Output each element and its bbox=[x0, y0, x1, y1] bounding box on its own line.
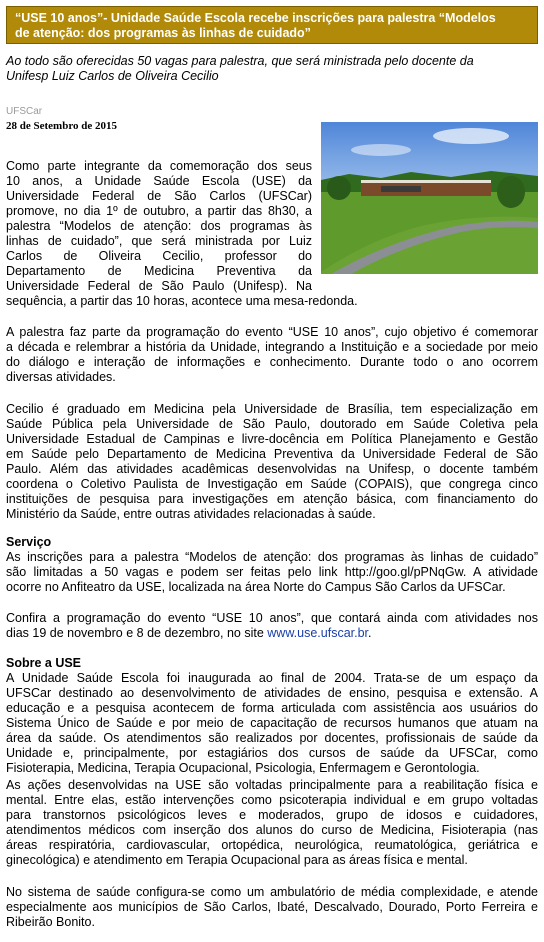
paragraph-confira bbox=[6, 611, 538, 641]
text-line: Departamento de Medicina Preventiva da bbox=[6, 264, 312, 278]
text-line: coordena o Coletivo Paulista de Investigação em Saúde (COPAIS), que congrega cinco bbox=[6, 477, 538, 491]
text-fragment: dias 19 de novembro e 8 de dezembro, no site bbox=[6, 626, 268, 640]
text-line: a década e relembrar a história da Unidade, integrando a Instituição e a sociedade por meio bbox=[6, 340, 538, 354]
paragraph-cecilio bbox=[6, 402, 538, 522]
paragraph-acoes bbox=[6, 778, 538, 868]
text-line: Cecilio é graduado em Medicina pela Universidade de Brasília, tem especialização em bbox=[6, 402, 538, 416]
section-heading-sobre: Sobre a USE bbox=[6, 656, 82, 670]
headline-line-1: “USE 10 anos”- Unidade Saúde Escola recebe inscrições para palestra “Modelos bbox=[15, 11, 496, 25]
text-line: Sistema Único de Saúde e por meio de capacitação de recursos humanos que atuam na bbox=[6, 716, 538, 730]
text-line: Carlos de Oliveira Cecilio, professor do bbox=[6, 249, 312, 263]
headline-banner bbox=[6, 6, 538, 44]
text-line: diversas atividades. bbox=[6, 370, 116, 384]
text-line: especialmente aos municípios de São Carlos, Ibaté, Descalvado, Dourado, Porto Ferreira e bbox=[6, 900, 538, 914]
campus-photo bbox=[321, 122, 538, 274]
article-subtitle bbox=[6, 54, 538, 84]
use-website-link[interactable]: www.use.ufscar.br bbox=[267, 626, 369, 640]
text-line: UFSCar destinado ao desenvolvimento de atividades de ensino, pesquisa e extensão. A bbox=[6, 686, 538, 700]
text-line: promove, no dia 1º de outubro, a partir das 8h30, a bbox=[6, 204, 312, 218]
text-line: mental. Entre elas, estão intervenções como psicoterapia individual e em grupo voltadas bbox=[6, 793, 538, 807]
text-line: Fisioterapia, Medicina, Terapia Ocupacional, Psicologia, Enfermagem e Gerontologia. bbox=[6, 761, 480, 775]
subtitle-line-2: Unifesp Luiz Carlos de Oliveira Cecilio bbox=[6, 69, 219, 83]
text-line: Ribeirão Bonito. bbox=[6, 915, 95, 929]
text-line: palestra “Modelos de atenção: dos programas às bbox=[6, 219, 312, 233]
text-line: linhas de cuidado”, que será ministrada por Luiz bbox=[6, 234, 312, 248]
paragraph-programacao bbox=[6, 325, 538, 385]
text-line: A palestra faz parte da programação do evento “USE 10 anos”, cujo objetivo é comemorar bbox=[6, 325, 538, 339]
text-line: As inscrições para a palestra “Modelos de atenção: dos programas às linhas de cuidado” bbox=[6, 550, 538, 564]
text-line: ocorre no Anfiteatro da USE, localizada na área Norte do Campus São Carlos da UFSCar. bbox=[6, 580, 506, 594]
paragraph-sistema bbox=[6, 885, 538, 930]
text-line: áreas respiratória, cardiovascular, ortopédica, neurológica, reumatológica, geriátrica e bbox=[6, 838, 538, 852]
paragraph-intro bbox=[6, 159, 312, 294]
text-line: do diálogo e interação de informações e conhecimento. Durante todo o ano ocorrem bbox=[6, 355, 538, 369]
text-line bbox=[6, 626, 538, 641]
text-line: em Saúde pelo Departamento de Medicina Preventiva da Universidade Federal de São bbox=[6, 447, 538, 461]
text-line: A Unidade Saúde Escola foi inaugurada ao final de 2004. Trata-se de um espaço da bbox=[6, 671, 538, 685]
article-date: 28 de Setembro de 2015 bbox=[6, 120, 118, 132]
text-line: atendimentos médicos com inserção dos alunos do curso de Medicina, Fisioterapia (nas bbox=[6, 823, 538, 837]
headline-line-2: de atenção: dos programas às linhas de cuidado” bbox=[15, 26, 311, 40]
text-line: ginecológica) e atendimento em Terapia Ocupacional para as áreas física e mental. bbox=[6, 853, 468, 867]
text-line: Confira a programação do evento “USE 10 anos”, que contará ainda com atividades nos bbox=[6, 611, 538, 625]
text-line: Paulo. Além das atividades acadêmicas desenvolvidas na Unifesp, o docente também bbox=[6, 462, 538, 476]
text-line: Como parte integrante da comemoração dos seus bbox=[6, 159, 312, 173]
subtitle-line-1: Ao todo são oferecidas 50 vagas para palestra, que será ministrada pelo docente da bbox=[6, 54, 474, 68]
paragraph-intro-tail bbox=[6, 294, 538, 309]
text-line: Saúde Pública pela Universidade de São Paulo, doutorado em Saúde Coletiva pela bbox=[6, 417, 538, 431]
text-line: No sistema de saúde configura-se como um ambulatório de média complexidade, e atende bbox=[6, 885, 538, 899]
text-line: Universidade Federal de São Paulo (Unifesp). Na bbox=[6, 279, 312, 293]
section-heading-servico: Serviço bbox=[6, 535, 52, 549]
paragraph-sobre bbox=[6, 671, 538, 776]
text-line: sequência, a partir das 10 horas, acontece uma mesa-redonda. bbox=[6, 294, 358, 308]
text-line: Ministério da Saúde, entre outras atividades relacionadas à saúde. bbox=[6, 507, 376, 521]
article-source: UFSCar bbox=[6, 106, 43, 117]
text-line: área da saúde. Os atendimentos são realizados por docentes, profissionais de saúde da bbox=[6, 731, 538, 745]
paragraph-servico bbox=[6, 550, 538, 595]
text-line: As ações desenvolvidas na USE são voltadas principalmente para a reabilitação física e bbox=[6, 778, 538, 792]
text-fragment: . bbox=[368, 626, 372, 640]
text-line: Universidade Federal de São Carlos (UFSCar) bbox=[6, 189, 312, 203]
text-line: para transtornos psicológicos leves e moderados, grupo de idosos e cuidadores, bbox=[6, 808, 538, 822]
text-line: são limitadas a 50 vagas e podem ser feitas pelo link http://goo.gl/pPNqGw. A atividade bbox=[6, 565, 538, 579]
text-line: Unidade e, principalmente, por estagiários dos cursos de saúde da UFSCar, como bbox=[6, 746, 538, 760]
text-line: 10 anos, a Unidade Saúde Escola (USE) da bbox=[6, 174, 312, 188]
text-line: Universidade Estadual de Campinas e livre-docência em Política Planejamento e Gestão bbox=[6, 432, 538, 446]
text-line: educação e a pesquisa acontecem de forma articulada com assistência aos usuários do bbox=[6, 701, 538, 715]
text-line: instituições de pesquisa para investigações em atenção básica, com financiamento do bbox=[6, 492, 538, 506]
